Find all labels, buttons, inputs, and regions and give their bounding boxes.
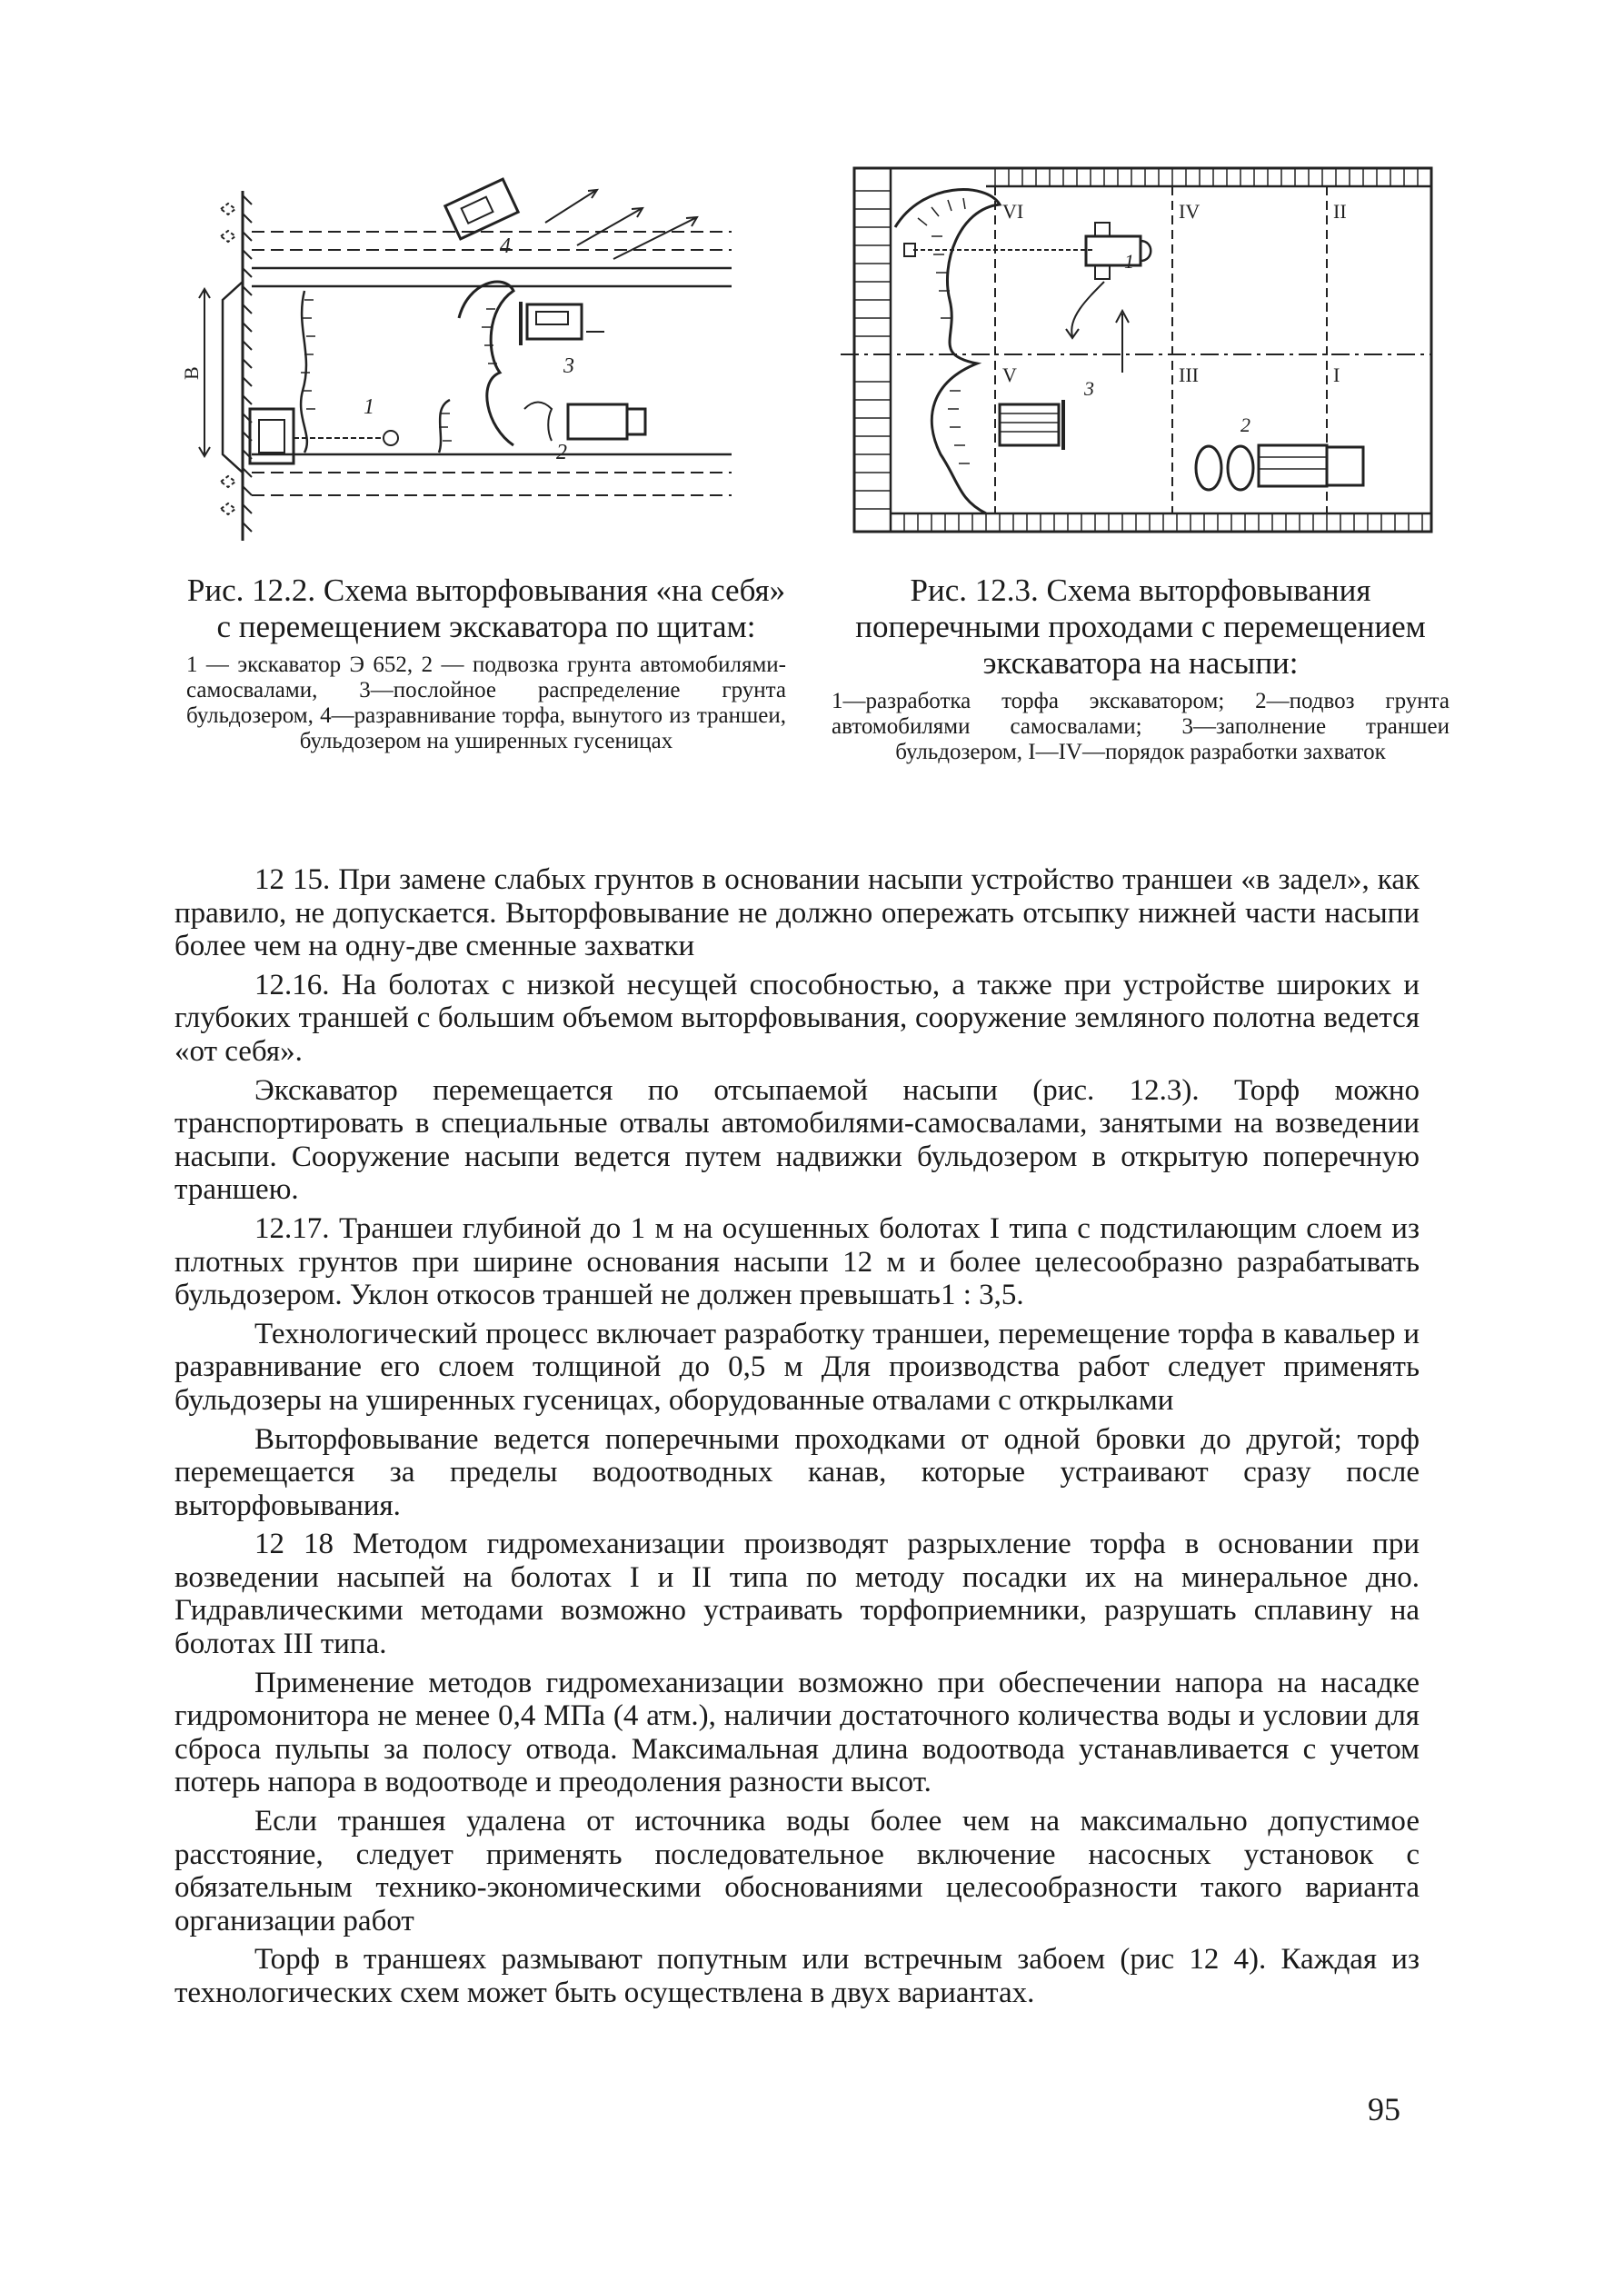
figure-12-3-caption-title: Рис. 12.3. Схема выторфовывания поперечными проходами с перемещением экскаватора на насыпи:	[855, 573, 1426, 681]
figure-12-2-caption	[186, 573, 786, 754]
fig2-label-3: 3	[1084, 377, 1094, 400]
paragraph: 12 15. При замене слабых грунтов в основании насыпи устройство траншеи «в задел», как правило, не допускается. Выторфовывание не должно опережать отсыпку нижней части насыпи более чем на одну-две сменные захватки	[174, 863, 1420, 963]
fig2-label-VI: VI	[1002, 200, 1024, 223]
fig2-label-I: I	[1333, 364, 1340, 386]
fig1-label-2: 2	[556, 441, 567, 464]
paragraph: 12.16. На болотах с низкой несущей способностью, а также при устройстве широких и глубоких траншей с большим объемом выторфовывания, сооружение земляного полотна ведется «от себя».	[174, 968, 1420, 1068]
fig2-label-III: III	[1179, 364, 1199, 386]
paragraph: Экскаватор перемещается по отсыпаемой насыпи (рис. 12.3). Торф можно транспортировать в специальные отвалы автомобилями-самосвалами, занятыми на возведении насыпи. Сооружение насыпи ведется путем надвижки бульдозером в открытую поперечную траншею.	[174, 1073, 1420, 1207]
figure-12-2-caption-title: Рис. 12.2. Схема выторфовывания «на себя» с перемещением экскаватора по щитам:	[186, 573, 786, 644]
paragraph: 12 18 Методом гидромеханизации производят разрыхление торфа в основании при возведении насыпей на болотах I и II типа по методу посадки их на минеральное дно. Гидравлическими методами возможно устраивать торфоприемники, разрушать сплавину на болотах III типа.	[174, 1528, 1420, 1661]
fig2-label-II: II	[1333, 200, 1347, 223]
paragraph: Если траншея удалена от источника воды более чем на максимально допустимое расстояние, следует применять последовательное включение насосных установок с обязательным технико-экономическими обоснованиями целесообразности такого варианта организации работ	[174, 1805, 1420, 1937]
paragraph: Технологический процесс включает разработку траншеи, перемещение торфа в кавальер и разравнивание его слоем толщиной до 0,5 м Для производства работ следует применять бульдозеры на уширенных гусеницах, оборудованные отвалами с открылками	[174, 1317, 1420, 1417]
fig2-label-V: V	[1002, 364, 1017, 386]
fig2-label-IV: IV	[1179, 200, 1201, 223]
paragraph: Применение методов гидромеханизации возможно при обеспечении напора на насадке гидромонитора не менее 0,4 МПа (4 атм.), наличии достаточного количества воды и условии для сброса пульпы за полосу отвода. Максимальная длина водоотвода устанавливается с учетом потерь напора в водоотводе и преодоления разности высот.	[174, 1666, 1420, 1799]
fig1-label-4: 4	[500, 234, 511, 258]
page-number: 95	[1368, 2091, 1400, 2127]
fig1-label-B: В	[180, 366, 203, 380]
fig2-label-1: 1	[1124, 250, 1134, 273]
figure-12-2-diagram	[180, 182, 741, 545]
body-text	[174, 863, 1420, 2016]
figure-12-3-diagram	[841, 154, 1440, 545]
fig1-label-3: 3	[563, 354, 574, 378]
paragraph: Выторфовывание ведется поперечными проходками от одной бровки до другой; торф перемещается за пределы водоотводных канав, которые устраивают сразу после выторфовывания.	[174, 1422, 1420, 1522]
paragraph: 12.17. Траншеи глубиной до 1 м на осушенных болотах I типа с подстилающим слоем из плотных грунтов при ширине основания насыпи 12 м и более целесообразно разрабатывать бульдозером. Уклон откосов траншей не должен превышать1 : 3,5.	[174, 1211, 1420, 1312]
fig1-label-1: 1	[364, 395, 374, 419]
fig2-label-2: 2	[1240, 413, 1250, 436]
figure-12-3-caption	[832, 573, 1450, 765]
figure-12-3-caption-legend: 1—разработка торфа экскаватором; 2—подвоз грунта автомобилями самосвалами; 3—заполнение траншеи бульдозером, I—IV—порядок разработки захваток	[832, 689, 1450, 764]
figure-12-2-caption-legend: 1 — экскаватор Э 652, 2 — подвозка грунта автомобилями-самосвалами, 3—послойное распределение грунта бульдозером, 4—разравнивание торфа, вынутого из траншеи, бульдозером на уширенных гусеницах	[186, 652, 786, 753]
paragraph: Торф в траншеях размывают попутным или встречным забоем (рис 12 4). Каждая из технологических схем может быть осуществлена в двух вариантах.	[174, 1943, 1420, 2009]
